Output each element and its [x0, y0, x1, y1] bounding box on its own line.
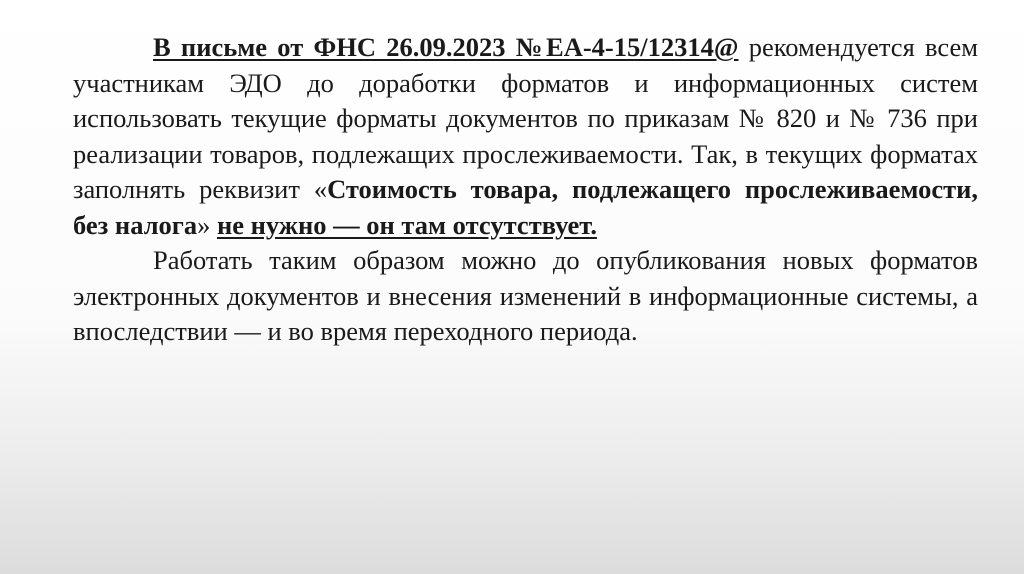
requisite-name: Стоимость товара, подлежащего прослеживаемости, без налога [73, 174, 978, 240]
text-block [73, 30, 978, 350]
space [210, 210, 217, 240]
letter-reference: В письме от ФНС 26.09.2023 №ЕА-4-15/12314@ [153, 32, 739, 62]
not-required-note: не нужно — он там отсутствует. [216, 209, 597, 240]
paragraph-letter-fns [73, 30, 978, 243]
paragraph-work-mode: Работать таким образом можно до опубликования новых форматов электронных документов и внесения изменений в информационные системы, а впоследствии — и во время переходного периода. [73, 245, 978, 346]
recommendation-text: рекомендуется всем участникам ЭДО до доработки форматов и информационных систем использовать текущие форматы документов по приказам № 820 и № 736 при реализации товаров, подлежащих прослеживаемости. Так, в текущих форматах заполнять реквизит [73, 32, 978, 204]
quote-open: « [313, 174, 328, 204]
quote-close: » [197, 209, 211, 240]
